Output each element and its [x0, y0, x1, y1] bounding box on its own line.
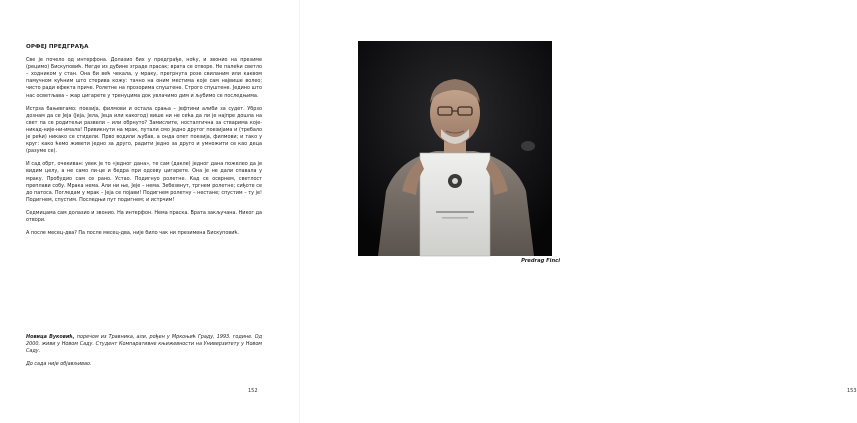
story-paragraph: А после месец-два? Па после месец-два, није било чак ни презимена Бискуповић.: [26, 230, 240, 237]
story-paragraph: Истрза бањевгамо: поезија, филмови и остала срања – јефтини алиби за судет. Убрзо дознам да се Јеја (Јеја, Јела, Јеца или какогод) више ни не сећа да ли је најпре дошла на свет па се родитељи развели – или обрнуто? Замислите, носталгична за стварима које-никад-није-ни-имала! Привикнути на мрак, путали смо једно другог поезијама и (требало је рећи) никако се стидели. Прво водили љубав, а онда опет поезија, филмови; и тако у круг: како ћемо живети једно за друго, радити једно за друго и умножити се као деца (разуме се).: [26, 105, 262, 155]
author-photo: [358, 41, 552, 256]
story-text: [26, 44, 262, 243]
author-bio-note: До сада није објављивао.: [26, 361, 92, 368]
story-title: ОРФЕЈ ПРЕДГРАЂА: [26, 44, 89, 50]
author-bio: [26, 334, 262, 374]
author-bio-text: [26, 334, 262, 355]
story-paragraph: Седмицама сам долазио и звонио. На интерфон. Нема праска. Врата закључана. Никог да отвори.: [26, 209, 262, 223]
page-number-left: 152: [248, 388, 258, 394]
page-number-right: 153: [847, 388, 857, 394]
author-name: Новица Вуковић,: [26, 334, 75, 340]
left-page: [0, 0, 300, 423]
author-portrait-image: [358, 41, 552, 256]
story-paragraph: Све је почело од интерфона. Долазио бих у предграђе, ноћу, и звонио на презиме (рецимо) Бискуповић. Негде из дубине зграде прасак; врата се отворе. Не палећи светло – ходником у стан. Она би већ чекала, у мраку, прегрнута розе свиланим или каквом памучном кућним што стерива кожу: тачно на оним местима које сам највише волео; чисто ради ефекта приче. Ролетне на прозорима спуштене. Строго спуштене. Једино што нас осветљава – жар цигарете у тренуцима док увлачимо дим и љубимо се последњима.: [26, 57, 262, 99]
story-paragraph: И сад обрт, очекиван: увек је то «једног дана», те сам (дакле) једног дана пожелео да је видим целу, а не само ли-це и бедра при одсеву цигарете. Она је не дали спавала у мраку. Пробудио сам се рано. Устао. Подигнуо ролетне. Кад се осврнем, светлост преплави собу. Мрака нема. Али ни ње, Јеје – нема. Зебезвнут, тргнем ролетне; сиђоте се до патоса. Погледам у мрак – Јеја се појави! Подигнем ролетну – нестане; спустим – ту је! Подигнем, спустим. Последњи пут подигнем; и истрчим!: [26, 161, 262, 203]
photo-caption: Predrag Finci: [521, 258, 560, 264]
author-bio-body: поречом из Травника, али, рођен у Мркоњић Граду, 1993. године. Од 2000. живи у Новом Саду. Студент Компаративне књижевности на Универзитету у Новом Саду.: [26, 334, 262, 355]
